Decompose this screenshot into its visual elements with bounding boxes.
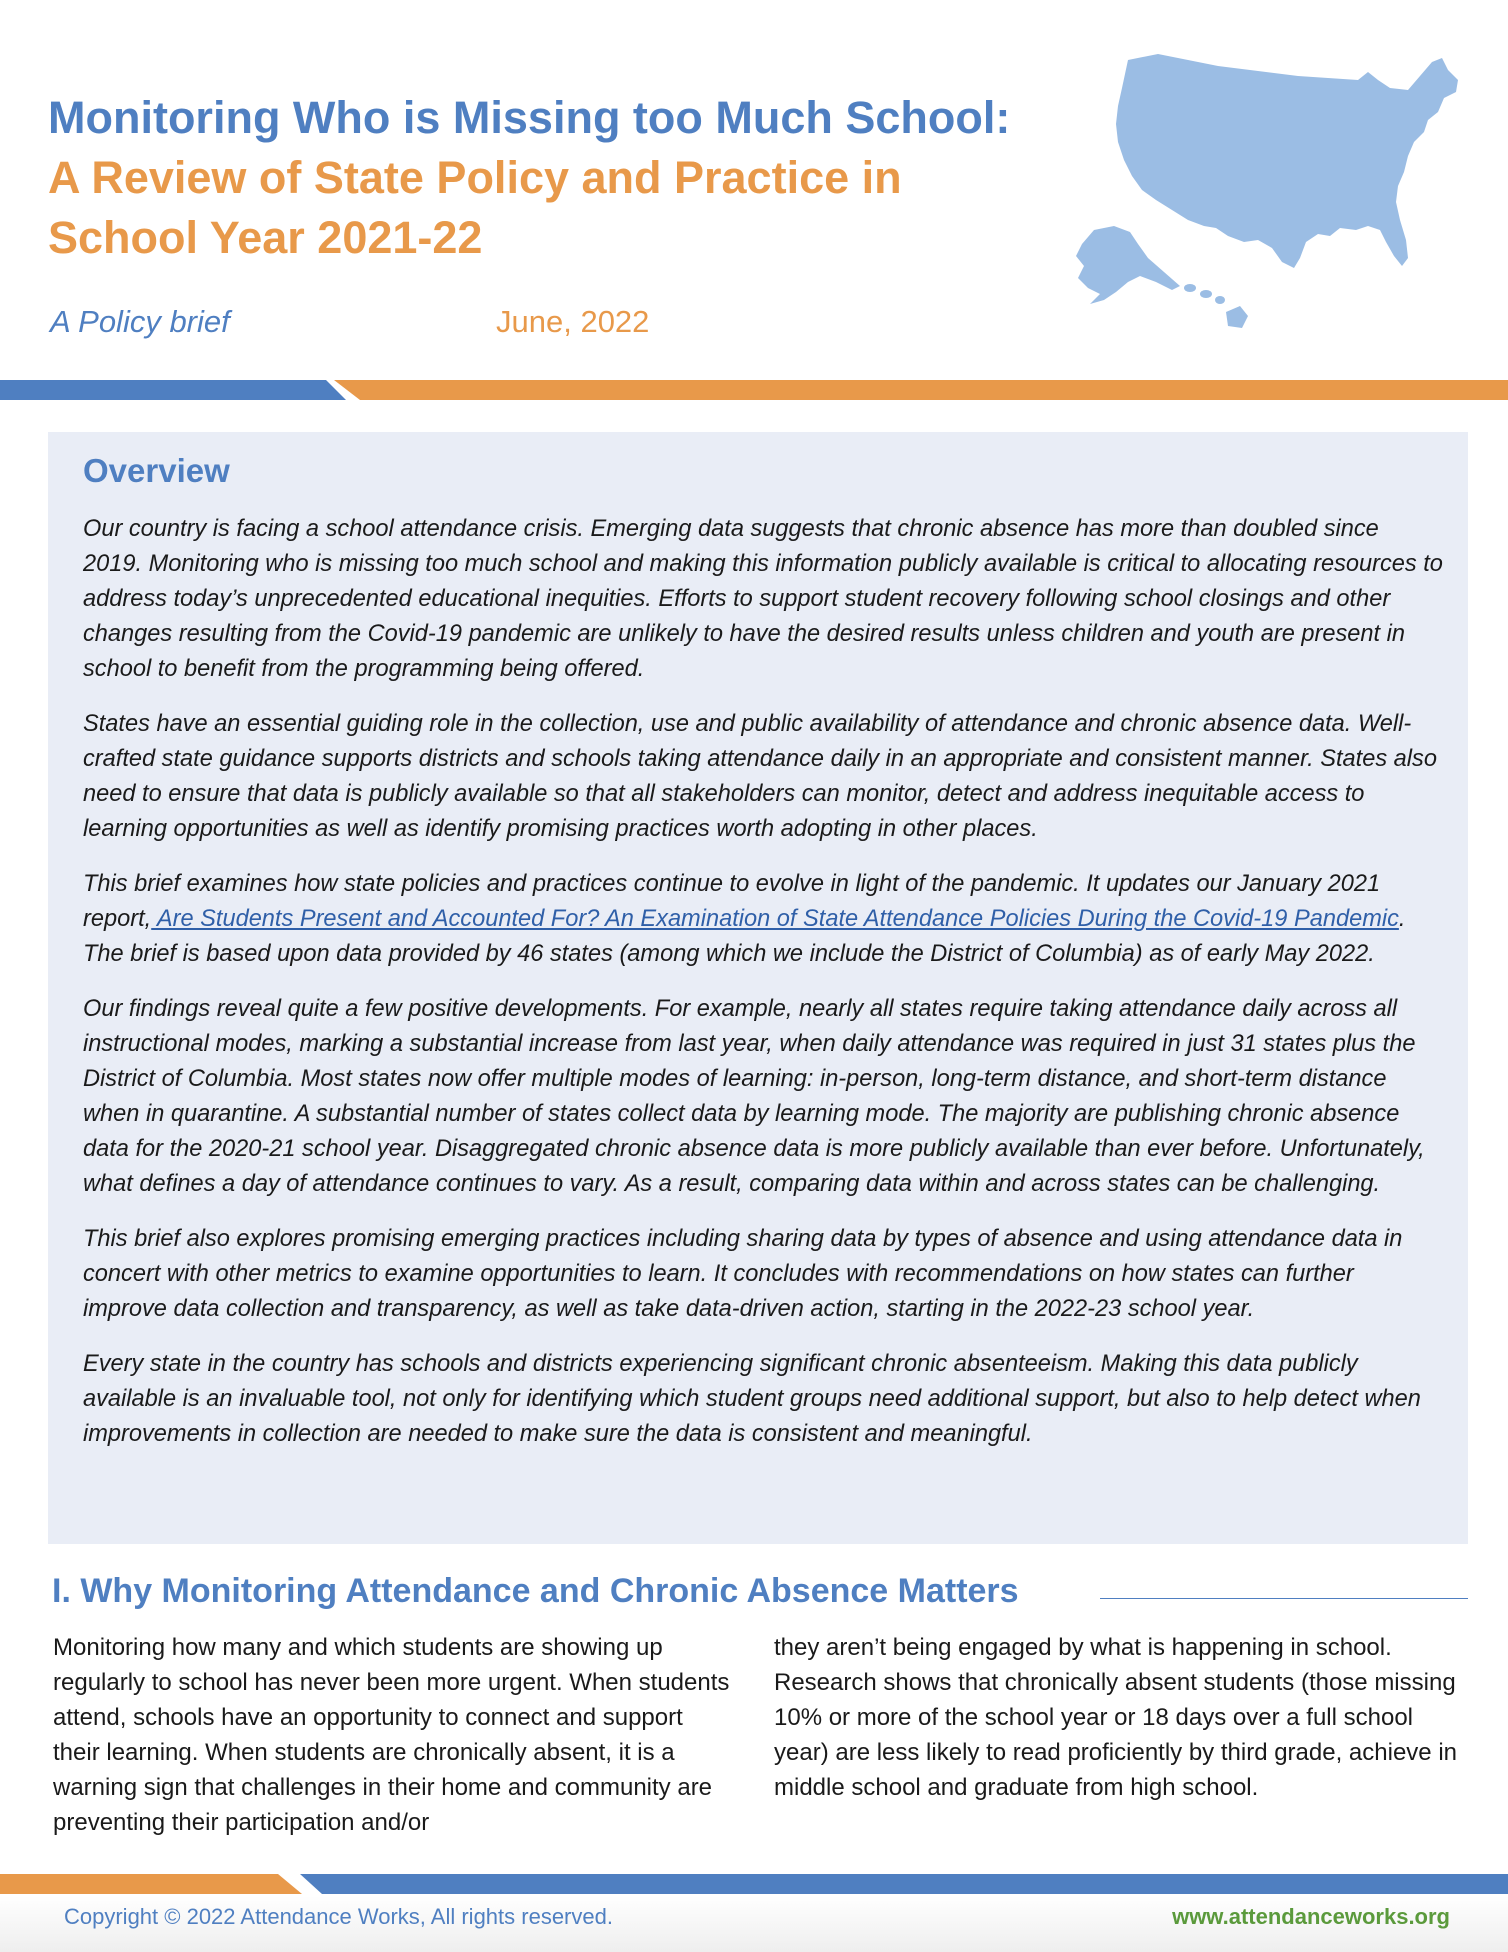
title-line-2: A Review of State Policy and Practice in [48, 152, 902, 203]
overview-p3-after: . The brief is based upon data provided by 46 states (among which we include the District of Columbia) as of early May 2022. [83, 906, 1406, 967]
footer-copyright: Copyright © 2022 Attendance Works, All rights reserved. [64, 1904, 613, 1929]
title-line-1: Monitoring Who is Missing too Much School: [48, 92, 1011, 143]
publication-date: June, 2022 [496, 304, 650, 339]
overview-paragraph-1: Our country is facing a school attendance crisis. Emerging data suggests that chronic absence has more than doubled since 2019. Monitoring who is missing too much school and making this information publicly available is critical to allocating resources to address today’s unprecedented educational inequities. Efforts to support student recovery following school closings and other changes resulting from the Covid-19 pandemic are unlikely to have the desired results unless children and youth are present in school to benefit from the programming being offered. [83, 516, 1443, 682]
section-heading: I. Why Monitoring Attendance and Chronic Absence Matters [52, 1572, 1019, 1610]
title-line-3: School Year 2021-22 [48, 212, 483, 263]
overview-panel [48, 432, 1468, 1544]
overview-paragraph-2: States have an essential guiding role in the collection, use and public availability of attendance and chronic absence data. Well-crafted state guidance supports districts and schools taking attendance daily in an appropriate and consistent manner. States also need to ensure that data is publicly available so that all stakeholders can monitor, detect and address inequitable access to learning opportunities as well as identify promising practices worth adopting in other places. [83, 711, 1437, 842]
overview-p3-before: This brief examines how state policies and practices continue to evolve in light of the pandemic. It updates our January 2021 report, [83, 871, 1381, 932]
overview-paragraph-4: Our findings reveal quite a few positive developments. For example, nearly all states require taking attendance daily across all instructional modes, marking a substantial increase from last year, when daily attendance was required in just 31 states plus the District of Columbia. Most states now offer multiple modes of learning: in-person, long-term distance, and short-term distance when in quarantine. A substantial number of states collect data by learning mode. The majority are publishing chronic absence data for the 2020-21 school year. Disaggregated chronic absence data is more publicly available than ever before. Unfortunately, what defines a day of attendance continues to vary. As a result, comparing data within and across states can be challenging. [83, 996, 1425, 1197]
section-left-column: Monitoring how many and which students are showing up regularly to school has never been more urgent. When students attend, schools have an opportunity to connect and support their learning. When students are chronically absent, it is a warning sign that challenges in their home and community are preventing their participation and/or [53, 1634, 730, 1836]
overview-body [83, 512, 1443, 1472]
overview-paragraph-3 [83, 867, 1443, 972]
footer-website[interactable]: www.attendanceworks.org [1172, 1904, 1450, 1929]
overview-title: Overview [83, 452, 230, 489]
overview-paragraph-6: Every state in the country has schools and districts experiencing significant chronic absenteeism. Making this data publicly available is an invaluable tool, not only for identifying which student groups need additional support, but also to help detect when improvements in collection are needed to make sure the data is consistent and meaningful. [83, 1351, 1421, 1447]
report-link[interactable]: Are Students Present and Accounted For? An Examination of State Attendance Policies During the Covid-19 Pandemic [151, 906, 1399, 932]
section-heading-rule [1100, 1598, 1468, 1599]
usa-map-icon [1068, 50, 1488, 350]
footer-divider-stripes [0, 1872, 1508, 1896]
header-divider-stripes [0, 378, 1508, 402]
section-right-column: they aren’t being engaged by what is happening in school. Research shows that chronically absent students (those missing 10% or more of the school year or 18 days over a full school year) are less likely to read proficiently by third grade, achieve in middle school and graduate from high school. [774, 1634, 1457, 1801]
subtitle: A Policy brief [50, 304, 230, 339]
overview-paragraph-5: This brief also explores promising emerging practices including sharing data by types of absence and using attendance data in concert with other metrics to examine opportunities to learn. It concludes with recommendations on how states can further improve data collection and transparency, as well as take data-driven action, starting in the 2022-23 school year. [83, 1226, 1403, 1322]
